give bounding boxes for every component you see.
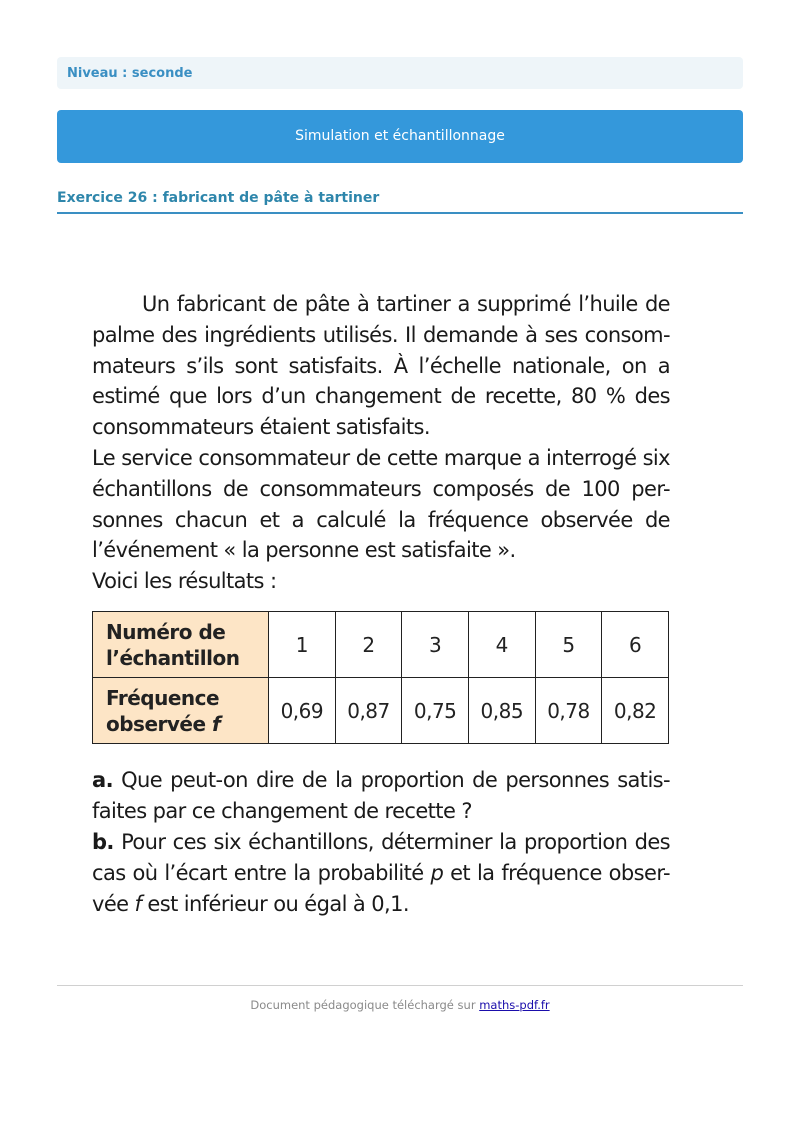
table-cell: 2: [335, 612, 402, 678]
statement-line: consommateurs étaient satisfaits.: [92, 415, 430, 440]
table-cell: 0,82: [602, 678, 669, 744]
level-banner: [57, 57, 743, 89]
question-label: b.: [92, 830, 114, 854]
table-cell: 3: [402, 612, 469, 678]
table-cell: 0,87: [335, 678, 402, 744]
footer-text: Document pédagogique téléchargé sur: [250, 998, 476, 1012]
table-cell: 0,85: [468, 678, 535, 744]
question-a-continued: faites par ce changement de recette ?: [92, 799, 472, 823]
table-cell: 6: [602, 612, 669, 678]
footer: [0, 998, 800, 1012]
chapter-title-bar: [57, 110, 743, 163]
statement-line: échantillons de consommateurs composés de 100 per-: [92, 476, 670, 501]
table-cell: 0,78: [535, 678, 602, 744]
level-label: Niveau : seconde: [67, 66, 193, 81]
chapter-title: Simulation et échantillonnage: [295, 128, 505, 144]
statement-line: estimé que lors d’un changement de recette, 80 % des: [92, 384, 670, 409]
statement-line: l’événement « la personne est satisfaite ».: [92, 538, 516, 563]
statement-line: Un fabricant de pâte à tartiner a supprimé l’huile de: [142, 292, 670, 316]
footer-divider: [57, 985, 743, 986]
frequency-header: Fréquence observée f: [93, 678, 269, 744]
footer-link[interactable]: maths-pdf.fr: [479, 998, 550, 1012]
question-b: b. Pour ces six échantillons, déterminer la proportion des: [92, 830, 670, 854]
question-label: a.: [92, 768, 113, 792]
question-a: a. Que peut-on dire de la proportion de personnes satis-: [92, 768, 670, 792]
table-cell: 4: [468, 612, 535, 678]
statement-line: mateurs s’ils sont satisfaits. À l’échelle nationale, on a: [92, 353, 670, 378]
results-intro: Voici les résultats :: [92, 569, 277, 594]
table-cell: 0,69: [269, 678, 336, 744]
exercise-title: Exercice 26 : fabricant de pâte à tartiner: [57, 190, 380, 206]
results-table: [92, 611, 669, 744]
question-b-end: vée f est inférieur ou égal à 0,1.: [92, 892, 409, 916]
question-b-continued: cas où l’écart entre la probabilité p et la fréquence obser-: [92, 861, 670, 885]
statement-line: palme des ingrédients utilisés. Il demande à ses consom-: [92, 322, 670, 347]
table-cell: 5: [535, 612, 602, 678]
table-cell: 1: [269, 612, 336, 678]
exercise-statement: [92, 289, 670, 597]
statement-line: sonnes chacun et a calculé la fréquence observée de: [92, 507, 670, 532]
table-cell: 0,75: [402, 678, 469, 744]
sample-number-header: Numéro de l’échantillon: [93, 612, 269, 678]
questions: [92, 765, 670, 920]
statement-line: Le service consommateur de cette marque a interrogé six: [92, 445, 670, 470]
exercise-heading: [57, 187, 743, 214]
table-row: [93, 678, 669, 744]
table-row: [93, 612, 669, 678]
